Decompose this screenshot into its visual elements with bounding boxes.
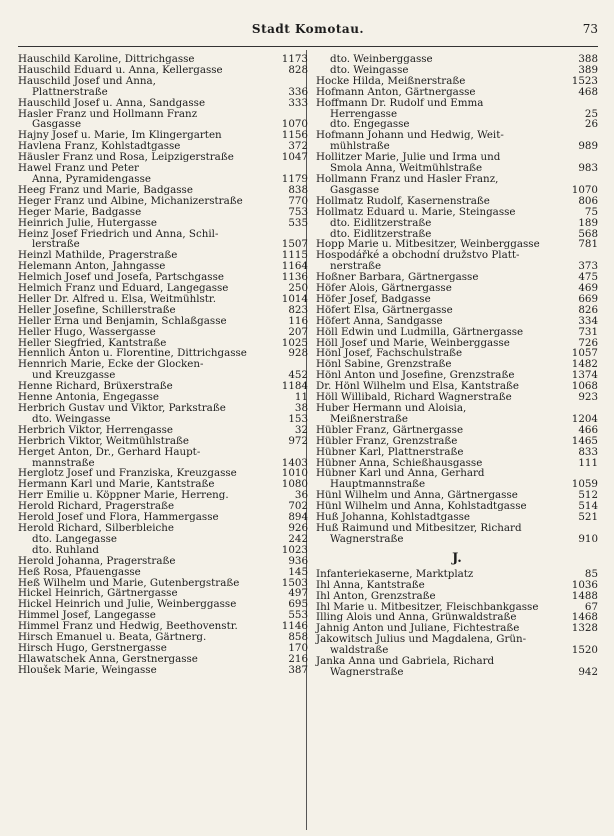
entry-text: Hünl Wilhelm und Anna, Kohlstadtgasse — [316, 500, 527, 513]
entry-text: Hauschild Eduard u. Anna, Kellergasse — [18, 63, 223, 76]
house-number: 1503 — [281, 576, 308, 589]
entry-text: dto. Langegasse — [32, 532, 117, 545]
house-number: 858 — [288, 631, 308, 644]
entry-text: Wagnerstraße — [330, 665, 404, 678]
house-number: 1468 — [571, 611, 598, 624]
entry-text: Herglotz Josef und Franziska, Kreuzgasse — [18, 467, 237, 480]
entry-text: Hollmatz Rudolf, Kasernenstraße — [316, 194, 490, 207]
entry-text: Heller Josefine, Schillerstraße — [18, 303, 176, 316]
house-number: 388 — [578, 53, 598, 65]
entry-text: Herbrich Viktor, Weitmühlstraße — [18, 434, 189, 447]
directory-entry — [18, 327, 308, 338]
directory-entry — [316, 250, 598, 272]
house-number: 242 — [288, 532, 308, 545]
entry-text: Hauptmannstraße — [330, 478, 426, 491]
entry-text: Hoßner Barbara, Gärtnergasse — [316, 271, 479, 284]
house-number: 1036 — [571, 578, 598, 591]
house-number: 514 — [578, 500, 598, 513]
page-title: Stadt Komotau. — [251, 22, 365, 36]
house-number: 1080 — [281, 478, 308, 491]
house-number: 1070 — [281, 118, 308, 131]
house-number: 1204 — [571, 412, 598, 425]
house-number: 32 — [294, 423, 308, 436]
entry-text: Meißnerstraße — [330, 412, 408, 425]
entry-text: Herold Josef und Flora, Hammergasse — [18, 511, 219, 524]
house-number: 695 — [288, 598, 308, 611]
house-number: 145 — [288, 565, 308, 578]
house-number: 1488 — [571, 589, 598, 602]
entry-text: Gasgasse — [32, 118, 82, 131]
directory-entry — [18, 163, 308, 185]
entry-text: dto. Weingasse — [330, 63, 409, 76]
entry-text: Ihl Anton, Grenzstraße — [316, 589, 436, 602]
entry-text: Herrengasse — [330, 107, 398, 120]
entry-text: Hloušek Marie, Weingasse — [18, 663, 157, 676]
house-number: 466 — [578, 423, 598, 436]
section-heading: J. — [452, 550, 462, 566]
house-number: 910 — [578, 532, 598, 545]
directory-entry — [18, 447, 308, 469]
entry-text: Hocke Hilda, Meißnerstraße — [316, 74, 466, 87]
entry-text: Henne Antonia, Engegasse — [18, 391, 159, 404]
entry-text: Hübler Franz, Gärtnergasse — [316, 423, 464, 436]
house-number: 928 — [288, 347, 308, 360]
entry-text: Hollitzer Marie, Julie und Irma und — [316, 151, 501, 164]
entry-text: Janka Anna und Gabriela, Richard — [316, 655, 495, 668]
house-number: 806 — [578, 194, 598, 207]
house-number: 731 — [578, 325, 598, 338]
house-number: 1023 — [281, 543, 308, 556]
entry-text: Heinz Josef Friedrich und Anna, Schil- — [18, 227, 219, 240]
entry-text: Himmel Franz und Hedwig, Beethovenstr. — [18, 620, 238, 633]
house-number: 702 — [288, 500, 308, 513]
entry-text: Herold Richard, Silberbleiche — [18, 521, 175, 534]
entry-text: Smola Anna, Weitmühlstraße — [330, 162, 483, 175]
directory-entry — [18, 665, 308, 676]
house-number: 1164 — [281, 260, 308, 273]
entry-text: Hauschild Karoline, Dittrichgasse — [18, 53, 195, 65]
directory-entry — [316, 152, 598, 174]
house-number: 38 — [294, 402, 308, 414]
house-number: 1523 — [571, 74, 598, 87]
house-number: 26 — [584, 118, 598, 131]
entry-text: Hönl Josef, Fachschulstraße — [316, 347, 463, 360]
directory-entry — [316, 447, 598, 458]
entry-text: dto. Eidlitzerstraße — [330, 216, 432, 229]
house-number: 1146 — [281, 620, 308, 633]
entry-text: Heger Marie, Badgasse — [18, 205, 142, 218]
entry-text: Plattnerstraße — [32, 85, 108, 98]
house-number: 926 — [288, 521, 308, 534]
entry-text: Häusler Franz und Rosa, Leipzigerstraße — [18, 151, 234, 164]
house-number: 1047 — [281, 151, 308, 164]
entry-text: Höfer Josef, Badgasse — [316, 292, 431, 305]
house-number: 250 — [288, 282, 308, 295]
house-number: 1156 — [281, 129, 308, 142]
page-number: 73 — [582, 22, 598, 36]
house-number: 1507 — [281, 238, 308, 251]
page-header — [18, 22, 598, 40]
entry-text: dto. Eidlitzerstraße — [330, 227, 432, 240]
house-number: 989 — [578, 140, 598, 153]
entry-text: Wagnerstraße — [330, 532, 404, 545]
house-number: 553 — [288, 609, 308, 622]
entry-text: Hoffmann Dr. Rudolf und Emma — [316, 96, 484, 109]
house-number: 726 — [578, 336, 598, 349]
directory-entry — [18, 98, 308, 109]
house-number: 111 — [578, 456, 598, 469]
entry-text: Hopp Marie u. Mitbesitzer, Weinberggasse — [316, 238, 540, 251]
house-number: 1010 — [281, 467, 308, 480]
entry-text: Heß Rosa, Pfauengasse — [18, 565, 141, 578]
entry-text: Hübner Anna, Schießhausgasse — [316, 456, 483, 469]
entry-text: Höfer Alois, Gärtnergasse — [316, 282, 452, 295]
house-number: 116 — [288, 314, 308, 327]
house-number: 1482 — [571, 358, 598, 371]
entry-text: Jahnig Anton und Juliane, Fichtestraße — [316, 622, 520, 635]
entry-text: dto. Ruhland — [32, 543, 99, 556]
entry-text: mühlstraße — [330, 140, 390, 153]
house-number: 333 — [288, 96, 308, 109]
house-number: 11 — [294, 391, 308, 404]
entry-text: lerstraße — [32, 238, 80, 251]
entry-text: Heß Wilhelm und Marie, Gutenbergstraße — [18, 576, 240, 589]
entry-text: Huß Johanna, Kohlstadtgasse — [316, 511, 471, 524]
entry-text: Helmich Josef und Josefa, Partschgasse — [18, 271, 224, 284]
entry-text: Havlena Franz, Kohlstadtgasse — [18, 140, 181, 153]
entry-text: Hünl Wilhelm und Anna, Gärtnergasse — [316, 489, 518, 502]
entry-text: Hauschild Josef u. Anna, Sandgasse — [18, 96, 206, 109]
entry-text: Höll Josef und Marie, Weinberggasse — [316, 336, 510, 349]
entry-text: Hübler Franz, Grenzstraße — [316, 434, 458, 447]
entry-text: Hönl Sabine, Grenzstraße — [316, 358, 452, 371]
entry-text: Heger Franz und Albine, Michanizerstraße — [18, 194, 243, 207]
house-number: 85 — [584, 567, 598, 580]
entry-text: mannstraße — [32, 456, 95, 469]
entry-text: Hollmann Franz und Hasler Franz, — [316, 172, 499, 185]
house-number: 512 — [578, 489, 598, 502]
house-number: 1173 — [281, 53, 308, 65]
entry-text: Höll Willibald, Richard Wagnerstraße — [316, 391, 512, 404]
entry-text: Hasler Franz und Hollmann Franz — [18, 107, 198, 120]
entry-text: dto. Engegasse — [330, 118, 410, 131]
house-number: 535 — [288, 216, 308, 229]
entry-text: Ihl Marie u. Mitbesitzer, Fleischbankgasse — [316, 600, 539, 613]
house-number: 894 — [288, 511, 308, 524]
house-number: 468 — [578, 85, 598, 98]
directory-entry — [316, 174, 598, 196]
entry-text: Höfert Anna, Sandgasse — [316, 314, 443, 327]
directory-entry — [18, 218, 308, 229]
directory-entry — [316, 98, 598, 120]
house-number: 336 — [288, 85, 308, 98]
house-number: 216 — [288, 652, 308, 665]
directory-entry — [316, 207, 598, 218]
house-number: 1520 — [571, 644, 598, 657]
entry-text: Hickel Heinrich, Gärtnergasse — [18, 587, 178, 600]
house-number: 753 — [288, 205, 308, 218]
house-number: 189 — [578, 216, 598, 229]
directory-entry — [316, 523, 598, 545]
house-number: 669 — [578, 292, 598, 305]
directory-entry — [316, 634, 598, 656]
house-number: 36 — [294, 489, 308, 502]
entry-text: Höll Edwin und Ludmilla, Gärtnergasse — [316, 325, 524, 338]
house-number: 153 — [288, 412, 308, 425]
directory-entry — [18, 556, 308, 567]
house-number: 942 — [578, 665, 598, 678]
entry-text: Hauschild Josef und Anna, — [18, 74, 156, 87]
entry-text: Herold Johanna, Pragerstraße — [18, 554, 176, 567]
entry-text: Gasgasse — [330, 183, 380, 196]
house-number: 833 — [578, 445, 598, 458]
entry-text: dto. Weingasse — [32, 412, 111, 425]
entry-text: Hübner Karl, Plattnerstraße — [316, 445, 464, 458]
house-number: 781 — [578, 238, 598, 251]
house-number: 1115 — [281, 249, 308, 262]
house-number: 823 — [288, 303, 308, 316]
house-number: 469 — [578, 282, 598, 295]
entry-text: Hirsch Emanuel u. Beata, Gärtnerg. — [18, 631, 207, 644]
house-number: 373 — [578, 260, 598, 273]
house-number: 1184 — [281, 380, 308, 393]
directory-entry — [316, 87, 598, 98]
right-column — [316, 54, 598, 678]
left-column — [18, 54, 308, 676]
house-number: 1057 — [571, 347, 598, 360]
entry-text: Herbrich Gustav und Viktor, Parkstraße — [18, 402, 226, 414]
entry-text: Herr Emilie u. Köppner Marie, Herreng. — [18, 489, 229, 502]
directory-entry — [316, 218, 598, 229]
entry-text: Hönl Anton und Josefine, Grenzstraße — [316, 369, 515, 382]
entry-text: Anna, Pyramidengasse — [32, 172, 151, 185]
entry-text: Dr. Hönl Wilhelm und Elsa, Kantstraße — [316, 380, 519, 393]
house-number: 25 — [584, 107, 598, 120]
house-number: 170 — [288, 641, 308, 654]
directory-entry — [18, 229, 308, 251]
house-number: 1179 — [281, 172, 308, 185]
house-number: 1403 — [281, 456, 308, 469]
entry-text: Hawel Franz und Peter — [18, 162, 139, 175]
entry-text: Infanteriekaserne, Marktplatz — [316, 567, 474, 580]
house-number: 334 — [578, 314, 598, 327]
house-number: 75 — [584, 205, 598, 218]
house-number: 497 — [288, 587, 308, 600]
entry-text: Jakowitsch Julius und Magdalena, Grün- — [316, 633, 527, 646]
directory-entry — [316, 468, 598, 490]
entry-text: Hollmatz Eduard u. Marie, Steingasse — [316, 205, 516, 218]
house-number: 1059 — [571, 478, 598, 491]
house-number: 1070 — [571, 183, 598, 196]
directory-entry — [316, 656, 598, 678]
house-number: 387 — [288, 663, 308, 676]
house-number: 521 — [578, 511, 598, 524]
entry-text: und Kreuzgasse — [32, 369, 116, 382]
house-number: 1025 — [281, 336, 308, 349]
house-number: 923 — [578, 391, 598, 404]
header-rule — [18, 46, 598, 47]
entry-text: Hofmann Anton, Gärtnergasse — [316, 85, 476, 98]
entry-text: Herold Richard, Pragerstraße — [18, 500, 175, 513]
directory-entry — [18, 76, 308, 98]
house-number: 475 — [578, 271, 598, 284]
house-number: 972 — [288, 434, 308, 447]
entry-text: nerstraße — [330, 260, 382, 273]
house-number: 1374 — [571, 369, 598, 382]
directory-entry — [18, 436, 308, 447]
house-number: 770 — [288, 194, 308, 207]
entry-text: Himmel Josef, Langegasse — [18, 609, 156, 622]
entry-text: Hospodářké a obchodní družstvo Platt- — [316, 249, 520, 262]
directory-entry — [18, 359, 308, 381]
entry-text: Helemann Anton, Jahngasse — [18, 260, 166, 273]
entry-text: Heinrich Julie, Hutergasse — [18, 216, 158, 229]
entry-text: Heller Dr. Alfred u. Elsa, Weitmühlstr. — [18, 292, 216, 305]
entry-text: Hermann Karl und Marie, Kantstraße — [18, 478, 215, 491]
entry-text: Hofmann Johann und Hedwig, Weit- — [316, 129, 504, 142]
house-number: 1136 — [281, 271, 308, 284]
entry-text: Helmich Franz und Eduard, Langegasse — [18, 282, 229, 295]
directory-entry — [18, 109, 308, 131]
entry-text: Herbrich Viktor, Herrengasse — [18, 423, 173, 436]
house-number: 936 — [288, 554, 308, 567]
entry-text: Heller Erna und Benjamin, Schlaßgasse — [18, 314, 227, 327]
house-number: 1465 — [571, 434, 598, 447]
house-number: 826 — [578, 303, 598, 316]
entry-text: dto. Weinberggasse — [330, 53, 433, 65]
directory-entry — [316, 403, 598, 425]
house-number: 828 — [288, 63, 308, 76]
entry-text: Hennlich Anton u. Florentine, Dittrichgasse — [18, 347, 247, 360]
house-number: 1328 — [571, 622, 598, 635]
entry-text: Herget Anton, Dr., Gerhard Haupt- — [18, 445, 201, 458]
entry-text: Ihl Anna, Kantstraße — [316, 578, 425, 591]
house-number: 372 — [288, 140, 308, 153]
entry-text: Hübner Karl und Anna, Gerhard — [316, 467, 485, 480]
house-number: 983 — [578, 162, 598, 175]
house-number: 452 — [288, 369, 308, 382]
entry-text: Höfert Elsa, Gärtnergasse — [316, 303, 453, 316]
directory-entry — [316, 130, 598, 152]
directory-entry — [316, 591, 598, 602]
directory-entry — [18, 567, 308, 578]
house-number: 389 — [578, 63, 598, 76]
entry-text: Heinzl Mathilde, Pragerstraße — [18, 249, 178, 262]
entry-text: Illing Alois und Anna, Grünwaldstraße — [316, 611, 517, 624]
entry-text: Hickel Heinrich und Julie, Weinberggasse — [18, 598, 237, 611]
entry-text: Heller Siegfried, Kantstraße — [18, 336, 167, 349]
entry-text: Huber Hermann und Aloisia, — [316, 402, 467, 414]
directory-entry — [316, 436, 598, 447]
directory-entry — [18, 207, 308, 218]
house-number: 1014 — [281, 292, 308, 305]
entry-text: Hajny Josef u. Marie, Im Klingergarten — [18, 129, 222, 142]
entry-text: Huß Raimund und Mitbesitzer, Richard — [316, 521, 522, 534]
directory-entry — [316, 580, 598, 591]
entry-text: Hlawatschek Anna, Gerstnergasse — [18, 652, 198, 665]
house-number: 67 — [584, 600, 598, 613]
house-number: 568 — [578, 227, 598, 240]
house-number: 207 — [288, 325, 308, 338]
entry-text: waldstraße — [330, 644, 389, 657]
entry-text: Hennrich Marie, Ecke der Glocken- — [18, 358, 204, 371]
entry-text: Henne Richard, Brüxerstraße — [18, 380, 173, 393]
house-number: 1068 — [571, 380, 598, 393]
entry-text: Hirsch Hugo, Gerstnergasse — [18, 641, 167, 654]
entry-text: Heller Hugo, Wassergasse — [18, 325, 156, 338]
entry-text: Heeg Franz und Marie, Badgasse — [18, 183, 193, 196]
house-number: 838 — [288, 183, 308, 196]
directory-entry — [316, 327, 598, 338]
